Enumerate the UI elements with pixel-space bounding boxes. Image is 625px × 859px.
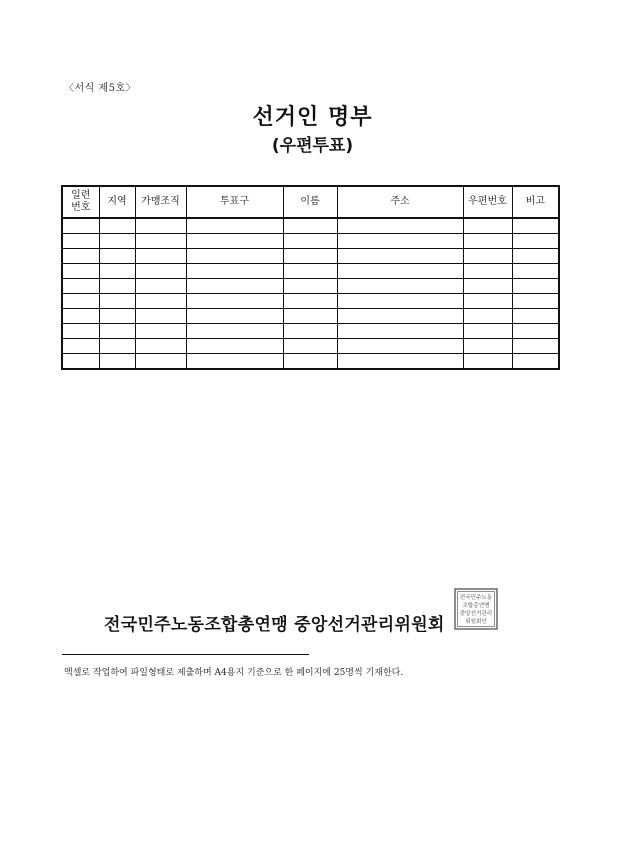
cell-serial (62, 279, 99, 294)
cell-postal-code (463, 234, 512, 249)
cell-voting-district (186, 234, 283, 249)
cell-name (283, 264, 337, 279)
footnote-divider (62, 654, 309, 655)
header-voting-district: 투표구 (186, 186, 283, 218)
cell-affiliate (135, 339, 186, 354)
table-header-row (62, 186, 559, 218)
cell-name (283, 294, 337, 309)
cell-name (283, 218, 337, 234)
cell-voting-district (186, 249, 283, 264)
cell-address (337, 339, 463, 354)
cell-name (283, 324, 337, 339)
cell-serial (62, 264, 99, 279)
cell-address (337, 249, 463, 264)
cell-region (99, 339, 135, 354)
table-row (62, 339, 559, 354)
official-seal-stamp (454, 588, 498, 630)
cell-affiliate (135, 324, 186, 339)
cell-voting-district (186, 309, 283, 324)
cell-remarks (512, 249, 559, 264)
header-serial-line2: 번호 (71, 202, 91, 213)
cell-voting-district (186, 339, 283, 354)
header-serial-line1: 일련 (71, 190, 91, 201)
cell-postal-code (463, 279, 512, 294)
table-row (62, 294, 559, 309)
cell-serial (62, 354, 99, 370)
header-affiliate: 가맹조직 (135, 186, 186, 218)
form-number: 〈서식 제5호〉 (64, 83, 137, 94)
cell-affiliate (135, 309, 186, 324)
header-name: 이름 (283, 186, 337, 218)
cell-address (337, 294, 463, 309)
cell-region (99, 264, 135, 279)
cell-affiliate (135, 234, 186, 249)
cell-postal-code (463, 309, 512, 324)
cell-serial (62, 294, 99, 309)
cell-postal-code (463, 264, 512, 279)
cell-region (99, 234, 135, 249)
table-row (62, 249, 559, 264)
cell-name (283, 234, 337, 249)
cell-address (337, 324, 463, 339)
cell-region (99, 309, 135, 324)
cell-name (283, 339, 337, 354)
cell-serial (62, 324, 99, 339)
cell-remarks (512, 218, 559, 234)
cell-name (283, 309, 337, 324)
seal-text-line: 전국민주노동 (459, 595, 493, 601)
cell-voting-district (186, 218, 283, 234)
cell-address (337, 354, 463, 370)
header-region: 지역 (99, 186, 135, 218)
document-title: 선거인 명부 (252, 105, 373, 130)
cell-affiliate (135, 264, 186, 279)
voter-roster-table (61, 185, 560, 370)
cell-remarks (512, 339, 559, 354)
table-row (62, 309, 559, 324)
cell-address (337, 309, 463, 324)
cell-remarks (512, 294, 559, 309)
cell-voting-district (186, 294, 283, 309)
header-serial-number (62, 186, 99, 218)
cell-serial (62, 234, 99, 249)
cell-name (283, 249, 337, 264)
cell-serial (62, 339, 99, 354)
cell-address (337, 279, 463, 294)
table-row (62, 324, 559, 339)
cell-name (283, 354, 337, 370)
cell-postal-code (463, 354, 512, 370)
cell-remarks (512, 264, 559, 279)
cell-region (99, 324, 135, 339)
table-row (62, 218, 559, 234)
cell-region (99, 294, 135, 309)
cell-serial (62, 249, 99, 264)
cell-affiliate (135, 218, 186, 234)
table-row (62, 234, 559, 249)
table-row (62, 354, 559, 370)
header-address: 주소 (337, 186, 463, 218)
cell-postal-code (463, 249, 512, 264)
seal-text-line: 조합총연맹 (462, 603, 490, 609)
cell-remarks (512, 234, 559, 249)
cell-affiliate (135, 249, 186, 264)
cell-serial (62, 309, 99, 324)
cell-remarks (512, 354, 559, 370)
cell-voting-district (186, 354, 283, 370)
cell-postal-code (463, 324, 512, 339)
cell-postal-code (463, 294, 512, 309)
table-row (62, 264, 559, 279)
cell-address (337, 264, 463, 279)
cell-postal-code (463, 339, 512, 354)
cell-address (337, 218, 463, 234)
seal-text-line: 중앙선거관리 (459, 611, 493, 617)
cell-address (337, 234, 463, 249)
cell-region (99, 249, 135, 264)
cell-affiliate (135, 354, 186, 370)
cell-remarks (512, 279, 559, 294)
table-body (62, 218, 559, 369)
cell-postal-code (463, 218, 512, 234)
seal-text-line: 위원회인 (465, 619, 487, 625)
table-row (62, 279, 559, 294)
cell-remarks (512, 309, 559, 324)
cell-serial (62, 218, 99, 234)
header-remarks: 비고 (512, 186, 559, 218)
header-postal-code: 우편번호 (463, 186, 512, 218)
cell-voting-district (186, 264, 283, 279)
organization-name: 전국민주노동조합총연맹 중앙선거관리위원회 (104, 615, 445, 635)
cell-region (99, 218, 135, 234)
cell-region (99, 354, 135, 370)
cell-remarks (512, 324, 559, 339)
document-subtitle: (우편투표) (271, 136, 354, 156)
cell-name (283, 279, 337, 294)
footnote-text: 엑셀로 작업하여 파일형태로 제출하며 A4용지 기준으로 한 페이지에 25명씩 기재한다. (64, 668, 404, 678)
cell-affiliate (135, 279, 186, 294)
cell-affiliate (135, 294, 186, 309)
cell-voting-district (186, 324, 283, 339)
cell-voting-district (186, 279, 283, 294)
cell-region (99, 279, 135, 294)
